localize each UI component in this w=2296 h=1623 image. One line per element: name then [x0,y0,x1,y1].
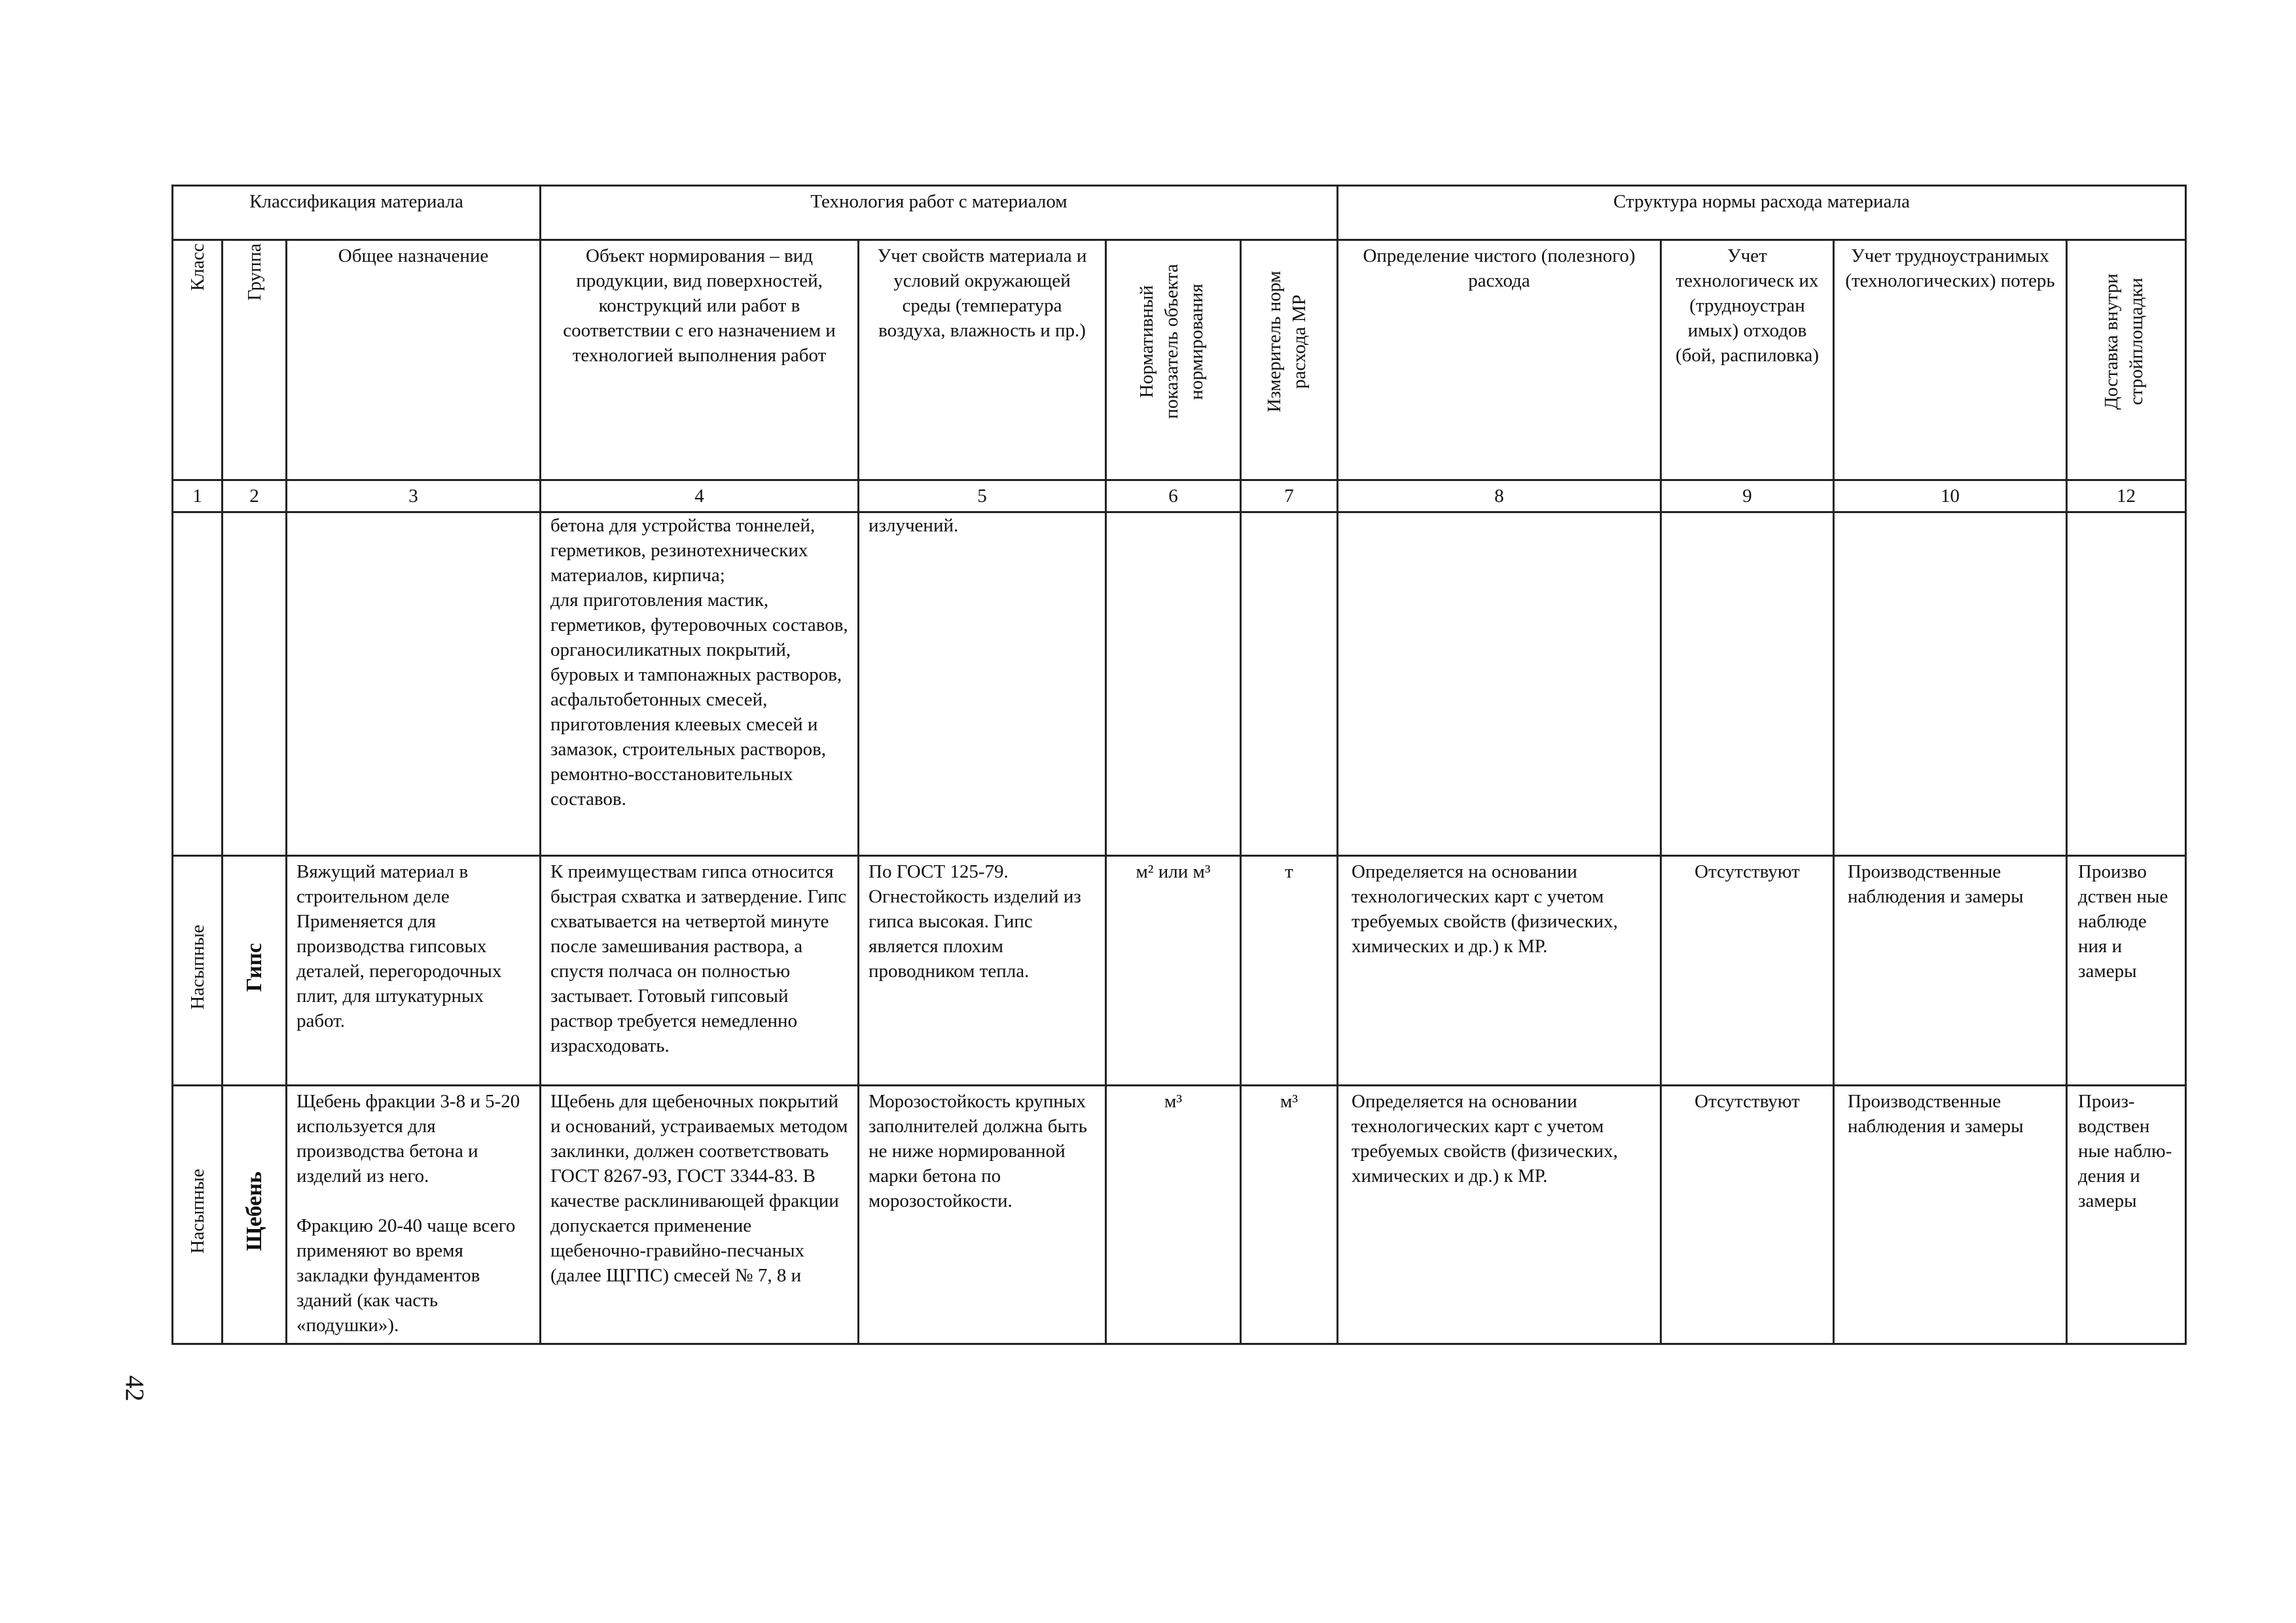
header-net: Определение чистого (полезного) расхода [1338,240,1661,480]
delivery-cell: Произ- водствен ные наблю- дения и замеры [2067,1086,2186,1344]
waste-cell: Отсутствуют [1661,856,1834,1086]
group-cell [223,512,287,856]
indicator-cell: м² или м³ [1106,856,1241,1086]
group-cell [223,1086,287,1344]
table-row [173,512,2186,856]
meter-cell [1241,512,1338,856]
losses-cell: Производственные наблюдения и замеры [1834,1086,2067,1344]
class-cell [173,512,223,856]
net-cell [1338,512,1661,856]
header-technology: Технология работ с материалом [541,186,1338,240]
object-cell: К преимуществам гипса относится быстрая схватка и затвердение. Гипс схватывается на четвертой минуте после замешивания раствора, а спустя полчаса он полностью застывает. Готовый гипсовый раствор требуется немедленно израсходовать. [541,856,859,1086]
header-group: Группа [243,243,265,301]
purpose-cell [287,512,541,856]
header-properties: Учет свойств материала и условий окружающей среды (температура воздуха, влажность и пр.) [859,240,1106,480]
purpose-cell: Вяжущий материал в строительном деле Применяется для производства гипсовых деталей, перегородочных плит, для штукатурных работ. [287,856,541,1086]
waste-cell [1661,512,1834,856]
properties-cell: Морозостойкость крупных заполнителей должна быть не ниже нормированной марки бетона по морозостойкости. [859,1086,1106,1344]
class-label: Насыпные [187,925,208,1010]
header-purpose: Общее назначение [287,240,541,480]
meter-cell: м³ [1241,1086,1338,1344]
header-columns-row [173,240,2186,480]
losses-cell [1834,512,2067,856]
indicator-cell [1106,512,1241,856]
page-number: 42 [120,1375,150,1402]
header-group-cell [223,240,287,480]
header-indicator: Нормативный показатель объекта нормирования [1136,264,1207,419]
header-delivery-cell [2067,240,2186,480]
header-structure: Структура нормы расхода материала [1338,186,2186,240]
delivery-cell [2067,512,2186,856]
class-cell [173,1086,223,1344]
class-cell [173,856,223,1086]
column-number: 4 [541,480,859,512]
column-number: 10 [1834,480,2067,512]
column-number: 7 [1241,480,1338,512]
object-cell: Щебень для щебеночных покрытий и оснований, устраиваемых методом заклинки, должен соответствовать ГОСТ 8267-93, ГОСТ 3344-83. В качестве расклинивающей фракции допускается применение щебеночно-гравийно-песчаных (далее ЩГПС) смесей № 7, 8 и [541,1086,859,1344]
column-number: 1 [173,480,223,512]
net-cell: Определяется на основании технологических карт с учетом требуемых свойств (физических, химических и др.) к МР. [1338,1086,1661,1344]
material-norms-table [171,185,2187,1345]
header-losses: Учет трудноустранимых (технологических) потерь [1834,240,2067,480]
header-object: Объект нормирования – вид продукции, вид поверхностей, конструкций или работ в соответствии с его назначением и технологией выполнения работ [541,240,859,480]
group-label: Гипс [242,942,266,992]
column-number: 12 [2067,480,2186,512]
delivery-cell: Произво дствен ные наблюде ния и замеры [2067,856,2186,1086]
object-cell: бетона для устройства тоннелей, герметиков, резинотехнических материалов, кирпича; для приготовления мастик, герметиков, футеровочных составов, органосиликатных покрытий, буровых и тампонажных растворов, асфальтобетонных смесей, приготовления клеевых смесей и замазок, строительных растворов, ремонтно-восстановительных составов. [541,512,859,856]
header-indicator-cell [1106,240,1241,480]
column-number: 2 [223,480,287,512]
meter-cell: т [1241,856,1338,1086]
header-meter: Измеритель норм расхода МР [1263,270,1310,413]
indicator-cell: м³ [1106,1086,1241,1344]
header-delivery: Доставка внутри стройплощадки [2100,274,2147,410]
table-row [173,856,2186,1086]
properties-cell: По ГОСТ 125-79. Огнестойкость изделий из гипса высокая. Гипс является плохим проводником тепла. [859,856,1106,1086]
column-number: 5 [859,480,1106,512]
group-label: Щебень [242,1171,266,1251]
class-label: Насыпные [187,1169,208,1254]
column-numbers-row [173,480,2186,512]
net-cell: Определяется на основании технологических карт с учетом требуемых свойств (физических, химических и др.) к МР. [1338,856,1661,1086]
losses-cell: Производственные наблюдения и замеры [1834,856,2067,1086]
column-number: 8 [1338,480,1661,512]
header-meter-cell [1241,240,1338,480]
purpose-cell: Щебень фракции 3-8 и 5-20 используется для производства бетона и изделий из него. Фракцию 20-40 чаще всего применяют во время закладки фундаментов зданий (как часть «подушки»). [287,1086,541,1344]
properties-cell: излучений. [859,512,1106,856]
header-class-cell [173,240,223,480]
header-group-row [173,186,2186,240]
header-class: Класс [187,243,208,291]
column-number: 6 [1106,480,1241,512]
waste-cell: Отсутствуют [1661,1086,1834,1344]
column-number: 9 [1661,480,1834,512]
header-classification: Классификация материала [173,186,541,240]
column-number: 3 [287,480,541,512]
table-row [173,1086,2186,1344]
group-cell [223,856,287,1086]
header-waste: Учет технологическ их (трудноустран имых) отходов (бой, распиловка) [1661,240,1834,480]
